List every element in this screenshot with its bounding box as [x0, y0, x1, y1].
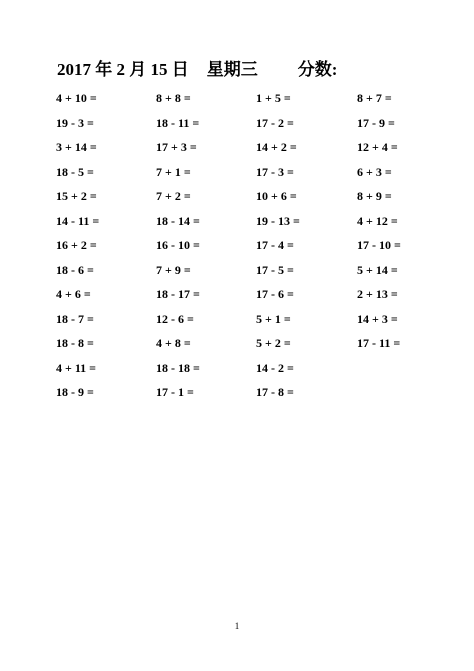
math-problem: 7 + 2 = — [156, 189, 191, 204]
problem-column-4 — [357, 86, 447, 356]
math-problem: 17 - 1 = — [156, 385, 194, 400]
math-problem: 4 + 8 = — [156, 336, 191, 351]
math-problem: 14 + 3 = — [357, 311, 398, 326]
math-problem: 18 - 17 = — [156, 287, 200, 302]
math-problem: 7 + 1 = — [156, 164, 191, 179]
math-problem: 4 + 6 = — [56, 287, 91, 302]
math-problem: 16 + 2 = — [56, 238, 97, 253]
math-problem: 17 - 6 = — [256, 287, 294, 302]
worksheet-header — [57, 58, 337, 82]
math-problem: 12 + 4 = — [357, 140, 398, 155]
math-problem: 19 - 3 = — [56, 115, 94, 130]
math-problem: 17 + 3 = — [156, 140, 197, 155]
math-problem: 17 - 10 = — [357, 238, 401, 253]
math-problem: 18 - 9 = — [56, 385, 94, 400]
math-problem: 18 - 5 = — [56, 164, 94, 179]
math-problem: 3 + 14 = — [56, 140, 97, 155]
math-problem: 18 - 7 = — [56, 311, 94, 326]
math-problem: 18 - 18 = — [156, 360, 200, 375]
math-problem: 4 + 10 = — [56, 91, 97, 106]
problem-column-2 — [156, 86, 246, 405]
header-weekday: 星期三 — [206, 60, 258, 79]
math-problem: 2 + 13 = — [357, 287, 398, 302]
math-problem: 18 - 6 = — [56, 262, 94, 277]
math-problem: 5 + 14 = — [357, 262, 398, 277]
math-problem: 8 + 8 = — [156, 91, 191, 106]
math-problem: 17 - 4 = — [256, 238, 294, 253]
math-problem: 14 - 11 = — [56, 213, 100, 228]
math-problem: 8 + 9 = — [357, 189, 392, 204]
problem-column-1 — [56, 86, 146, 405]
math-problem: 7 + 9 = — [156, 262, 191, 277]
math-problem: 17 - 5 = — [256, 262, 294, 277]
math-problem: 17 - 2 = — [256, 115, 294, 130]
math-problem: 17 - 11 = — [357, 336, 401, 351]
math-problem: 18 - 8 = — [56, 336, 94, 351]
math-problem: 6 + 3 = — [357, 164, 392, 179]
math-problem: 18 - 11 = — [156, 115, 200, 130]
math-problem: 5 + 2 = — [256, 336, 291, 351]
math-problem: 14 + 2 = — [256, 140, 297, 155]
math-problem: 1 + 5 = — [256, 91, 291, 106]
math-problem: 10 + 6 = — [256, 189, 297, 204]
math-problem: 4 + 11 = — [56, 360, 97, 375]
math-problem: 17 - 8 = — [256, 385, 294, 400]
math-problem: 16 - 10 = — [156, 238, 200, 253]
math-problem: 19 - 13 = — [256, 213, 300, 228]
math-problem: 14 - 2 = — [256, 360, 294, 375]
math-problem: 12 - 6 = — [156, 311, 194, 326]
math-problem: 18 - 14 = — [156, 213, 200, 228]
math-problem: 15 + 2 = — [56, 189, 97, 204]
page-number: 1 — [234, 621, 240, 631]
problem-column-3 — [256, 86, 346, 405]
header-date: 2017 年 2 月 15 日 — [57, 60, 189, 79]
header-score-label: 分数: — [297, 60, 338, 79]
math-problem: 5 + 1 = — [256, 311, 291, 326]
math-problem: 4 + 12 = — [357, 213, 398, 228]
math-problem: 17 - 3 = — [256, 164, 294, 179]
math-problem: 8 + 7 = — [357, 91, 392, 106]
math-problem: 17 - 9 = — [357, 115, 395, 130]
